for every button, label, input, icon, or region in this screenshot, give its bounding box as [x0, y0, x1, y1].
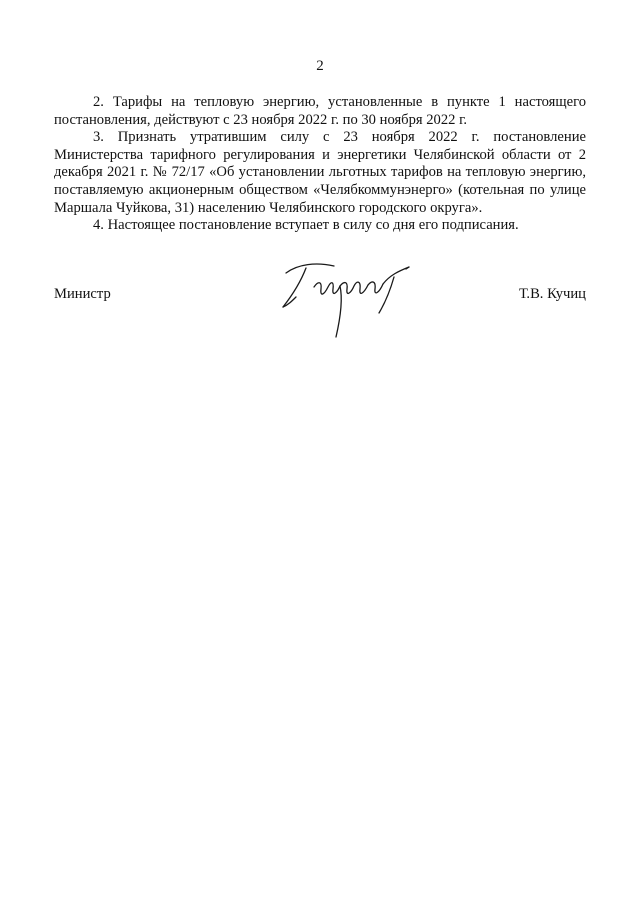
paragraph-2: 2. Тарифы на тепловую энергию, установленные в пункте 1 настоящего постановления, действуют с 23 ноября 2022 г. по 30 ноября 2022 г. [54, 94, 586, 128]
paragraph-3: 3. Признать утратившим силу с 23 ноября 2022 г. постановление Министерства тарифного регулирования и энергетики Челябинской области от 2 декабря 2021 г. № 72/17 «Об установлении льготных тарифов на тепловую энергию, поставляемую акционерным обществом «Челябкоммунэнерго» (котельная по улице Маршала Чуйкова, 31) населению Челябинского городского округа». [54, 129, 586, 216]
paragraph-4: 4. Настоящее постановление вступает в силу со дня его подписания. [93, 217, 519, 234]
signer-role: Министр [54, 286, 111, 302]
signer-name: Т.В. Кучиц [518, 286, 586, 302]
document-body [54, 94, 586, 235]
handwritten-signature [276, 253, 426, 341]
signature-block [54, 253, 586, 343]
page-number: 2 [316, 58, 324, 74]
